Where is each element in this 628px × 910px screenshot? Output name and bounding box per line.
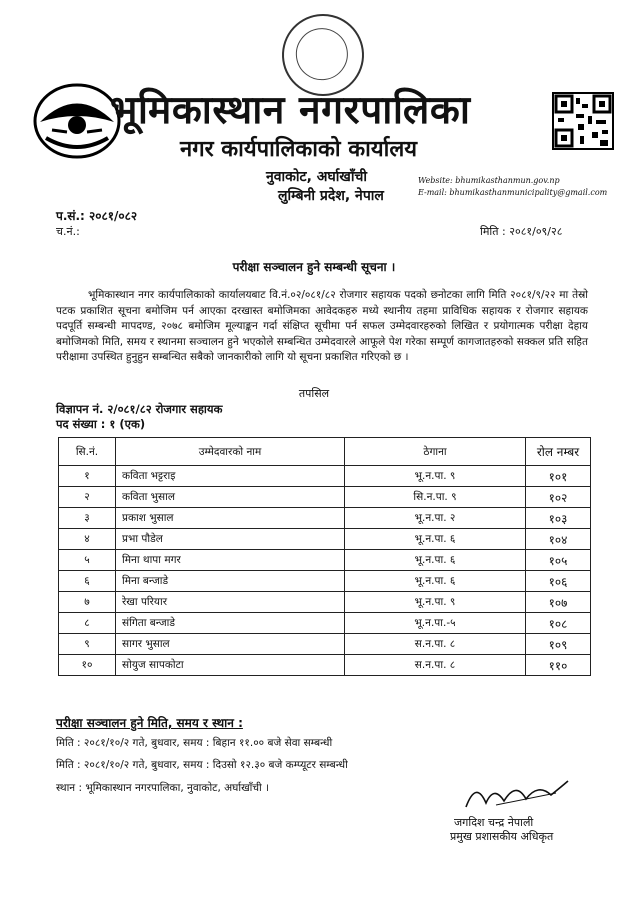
cell-address: भू.न.पा. ९ [345,592,526,613]
cell-address: स.न.पा. ८ [345,634,526,655]
website-text: Website: bhumikasthanmun.gov.np [418,176,560,185]
cell-name: प्रकाश भुसाल [116,508,345,529]
table-row [59,613,591,634]
table-row [59,634,591,655]
cell-address: भू.न.पा. ९ [345,466,526,487]
col-header-name: उम्मेदवारको नाम [116,438,345,466]
cell-name: रेखा परियार [116,592,345,613]
cell-name: कविता भुसाल [116,487,345,508]
table-header-row [59,438,591,466]
post-count: पद संख्या : १ (एक) [56,417,146,431]
cell-address: भू.न.पा. ६ [345,529,526,550]
date-value: २०८१/०९/२८ [509,225,563,238]
cell-address: भू.न.पा. २ [345,508,526,529]
cell-roll: १०३ [526,508,591,529]
exam-line-2: मिति : २०८१/१०/२ गते, बुधवार, समय : दिउसो १२.३० बजे कम्प्यूटर सम्बन्धी [56,759,348,771]
cell-roll: १०६ [526,571,591,592]
exam-venue: स्थान : भूमिकास्थान नगरपालिका, नुवाकोट, अर्घाखाँची । [56,782,270,794]
cell-name: सागर भुसाल [116,634,345,655]
cell-roll: १०८ [526,613,591,634]
issue-date [480,224,562,239]
table-row [59,529,591,550]
cell-name: मिना थापा मगर [116,550,345,571]
cell-address: भू.न.पा. ६ [345,571,526,592]
ps-label: प.सं.: [56,209,85,223]
cell-roll: १०५ [526,550,591,571]
address-line-2: लुम्बिनी प्रदेश, नेपाल [278,188,384,204]
cell-name: कविता भट्टराइ [116,466,345,487]
table-row [59,550,591,571]
cell-sn: १० [59,655,116,676]
exam-schedule-heading: परीक्षा सञ्चालन हुने मिति, समय र स्थान : [56,716,243,730]
cell-name: सोयुज सापकोटा [116,655,345,676]
cell-address: भू.न.पा. ६ [345,550,526,571]
cell-sn: ७ [59,592,116,613]
col-header-address: ठेगाना [345,438,526,466]
candidate-table [58,437,591,676]
table-row [59,508,591,529]
cell-sn: २ [59,487,116,508]
office-subtitle: नगर कार्यपालिकाको कार्यालय [180,137,417,162]
date-label: मिति : [480,225,506,238]
address-line-1: नुवाकोट, अर्घाखाँची [266,169,367,185]
cell-roll: १०१ [526,466,591,487]
cell-address: स.न.पा. ८ [345,655,526,676]
cell-sn: ४ [59,529,116,550]
cell-name: संगिता बन्जाडे [116,613,345,634]
exam-line-1: मिति : २०८१/१०/२ गते, बुधवार, समय : बिहान ११.०० बजे सेवा सम्बन्धी [56,737,333,749]
signatory-title: प्रमुख प्रशासकीय अधिकृत [450,830,554,843]
signature-icon [456,775,576,815]
cell-sn: ६ [59,571,116,592]
cell-sn: ३ [59,508,116,529]
cell-address: भू.न.पा.-५ [345,613,526,634]
cell-name: मिना बन्जाडे [116,571,345,592]
cell-roll: १०४ [526,529,591,550]
cell-sn: ९ [59,634,116,655]
tapasil-heading: तपसिल [298,387,330,400]
table-row [59,571,591,592]
table-row [59,466,591,487]
municipality-title: भूमिकास्थान नगरपालिका [110,88,471,133]
cn-label: च.नं.: [56,225,80,238]
notice-body: भूमिकास्थान नगर कार्यपालिकाको कार्यालयबाट वि.नं.०२/०८१/८२ रोजगार सहायक पदको छनोटका लागि मिति २०८१/९/२२ मा तेस्रो पटक प्रकाशित सूचना बमोजिम पर्न आएका दरखास्त बमोजिमका आवेदकहरु मध्ये स्थानीय तहमा प्राविधिक सहायक र रोजगार सहायक पदपूर्ति सम्बन्धी मापदण्ड, २०७८ बमोजिम मूल्याङ्कन गर्दा संक्षिप्त सूचीमा पर्न सफल उम्मेदवारहरुको लिखित र प्रयोगात्मक परीक्षा देहाय बमोजिमको मिति, समय र स्थानमा सञ्चालन हुने भएकोले सम्बन्धित उम्मेदवारले आफूले पेश गरेका सम्पूर्ण कागजातहरुको सक्कल प्रति सहित परीक्षामा उपस्थित हुनुहुन सम्बन्धित सबैको जानकारीको लागि यो सूचना प्रकाशित गरिएको छ । [56,289,588,363]
cell-sn: ८ [59,613,116,634]
cell-sn: ५ [59,550,116,571]
municipality-logo-icon [32,80,122,162]
cell-roll: १०२ [526,487,591,508]
table-row [59,592,591,613]
cell-roll: १०९ [526,634,591,655]
table-row [59,655,591,676]
vacancy-number: विज्ञापन नं. २/०८१/८२ रोजगार सहायक [56,402,223,416]
cell-name: प्रभा पौडेल [116,529,345,550]
col-header-sn: सि.नं. [59,438,116,466]
ps-value: २०८१/०८२ [89,209,138,223]
signatory-name: जगदिश चन्द्र नेपाली [454,816,534,829]
notice-subject: परीक्षा सञ्चालन हुने सम्बन्धी सूचना । [232,260,396,274]
seal-emblem [293,25,352,84]
table-row [59,487,591,508]
email-text: E-mail: bhumikasthanmunicipality@gmail.com [418,188,608,197]
qr-code-icon [552,92,614,150]
contact-block [418,175,607,199]
ps-number [56,207,137,224]
col-header-roll: रोल नम्बर [526,438,591,466]
cell-roll: १०७ [526,592,591,613]
cell-address: सि.न.पा. ९ [345,487,526,508]
cell-roll: ११० [526,655,591,676]
cell-sn: १ [59,466,116,487]
